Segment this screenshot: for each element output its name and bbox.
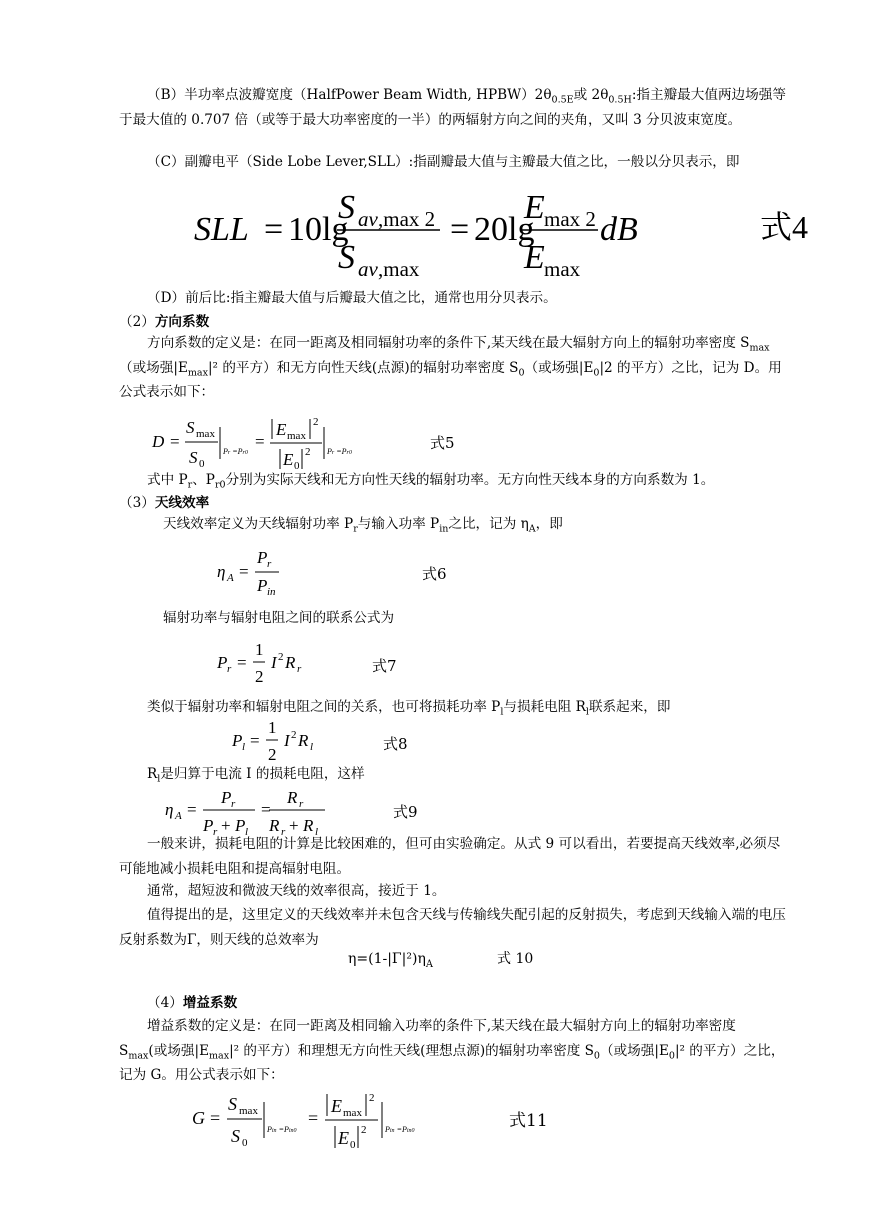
svg-text:η: η xyxy=(217,562,226,581)
svg-text:0: 0 xyxy=(242,1137,248,1149)
svg-text:l: l xyxy=(315,826,319,837)
section-2-heading: （2）方向系数 xyxy=(119,314,210,330)
section-2-para-2: 式中 $P_r$、$P_{r0}$分别为实际天线和无方向性天线的辐射功率。无方向性天线本身的方向系数为 1。 xyxy=(147,472,715,491)
svg-text:1: 1 xyxy=(255,640,264,659)
svg-text:P: P xyxy=(217,653,228,672)
section-3-para-6: 通常，超短波和微波天线的效率很高，接近于 1。 xyxy=(147,883,446,899)
eq11-label: 式11 xyxy=(509,1111,548,1131)
svg-text:S: S xyxy=(228,1094,237,1114)
para-d: （D）前后比:指主瓣最大值与后瓣最大值之比，通常也用分贝表示。 xyxy=(147,290,557,306)
svg-text:Pin =Pin0: Pin =Pin0 xyxy=(385,1125,415,1134)
section-3-para-7: 值得提出的是，这里定义的天线效率并未包含天线与传输线失配引起的反射损失，考虑到天线输入端的电压反射系数为Γ，则天线的总效率为 xyxy=(119,907,786,948)
svg-text:η: η xyxy=(165,800,174,819)
para-b: （B）半功率点波瓣宽度（HalfPower Beam Width, $HPBW)2\theta_{0.5E}$或 $2\theta_{0.5H}$:指主瓣最大值两边场强等于最大值的 0.707 倍（或等于最大功率密度的一半）的两辐射方向之间的夹角，又叫 3 分贝波束宽度。 xyxy=(119,87,786,128)
svg-text:0: 0 xyxy=(350,1139,356,1151)
svg-text:in: in xyxy=(267,586,276,598)
svg-text:2: 2 xyxy=(278,651,284,663)
svg-text:l: l xyxy=(245,826,249,837)
svg-text:=: = xyxy=(210,1108,221,1128)
svg-text:R: R xyxy=(285,653,296,672)
svg-text:l: l xyxy=(242,741,246,753)
svg-text:S: S xyxy=(189,448,198,467)
svg-text:P: P xyxy=(232,731,243,750)
svg-text:+: + xyxy=(289,816,299,835)
svg-text:P: P xyxy=(203,816,214,835)
efficiency-resistance-formula xyxy=(163,787,333,837)
svg-text:=: = xyxy=(264,211,284,248)
svg-text:r: r xyxy=(231,798,236,810)
total-efficiency-formula: $\eta=(1-|\Gamma|^2)\eta_A$ xyxy=(348,951,433,970)
svg-text:S: S xyxy=(231,1126,240,1146)
svg-text:E: E xyxy=(283,450,294,469)
section-4-heading: （4）增益系数 xyxy=(147,995,238,1011)
svg-text:10lg: 10lg xyxy=(288,211,349,248)
svg-text:SLL: SLL xyxy=(194,211,249,248)
svg-text:2: 2 xyxy=(313,416,319,428)
svg-text:P: P xyxy=(257,576,268,595)
svg-text:G: G xyxy=(192,1108,205,1128)
svg-text:R: R xyxy=(287,788,298,807)
svg-text:max: max xyxy=(239,1105,258,1117)
svg-text:=: = xyxy=(237,653,247,672)
svg-text:R: R xyxy=(298,731,309,750)
directivity-formula xyxy=(150,413,380,473)
svg-text:=: = xyxy=(239,562,249,581)
svg-text:r: r xyxy=(281,826,286,837)
svg-text:=: = xyxy=(187,800,197,819)
svg-text:S: S xyxy=(338,239,355,276)
svg-text:P: P xyxy=(235,816,246,835)
svg-text:max 2: max 2 xyxy=(544,207,596,231)
svg-text:=: = xyxy=(261,800,271,819)
eq7-label: 式7 xyxy=(372,657,397,675)
svg-text:av: av xyxy=(358,257,378,281)
eq10-label: 式 10 xyxy=(497,951,534,967)
section-3-para-1: 天线效率定义为天线辐射功率 $P_r$与输入功率 $P_{in}$之比，记为 $\eta_A$，即 xyxy=(163,516,563,535)
svg-text:2: 2 xyxy=(369,1092,375,1104)
svg-text:Pin =Pin0: Pin =Pin0 xyxy=(267,1125,297,1134)
section-3-para-4: $R_l$是归算于电流 I 的损耗电阻，这样 xyxy=(147,766,365,785)
svg-text:A: A xyxy=(227,572,234,584)
para-c: （C）副瓣电平（Side Lobe Lever,SLL）:指副瓣最大值与主瓣最大值之比，一般以分贝表示，即 xyxy=(147,154,740,170)
sll-formula xyxy=(188,180,648,285)
svg-text:r: r xyxy=(213,826,218,837)
section-3-heading: （3）天线效率 xyxy=(119,495,210,511)
svg-text:E: E xyxy=(276,420,287,439)
svg-text:I: I xyxy=(284,731,290,750)
svg-text:r: r xyxy=(299,798,304,810)
svg-text:,max 2: ,max 2 xyxy=(378,207,436,231)
svg-text:R: R xyxy=(303,816,314,835)
svg-text:Pr =Pr0: Pr =Pr0 xyxy=(223,447,248,456)
svg-text:20lg: 20lg xyxy=(474,211,535,248)
svg-text:=: = xyxy=(250,731,260,750)
eq6-label: 式6 xyxy=(422,565,447,583)
svg-text:=: = xyxy=(308,1108,319,1128)
svg-text:2: 2 xyxy=(255,667,264,686)
svg-text:E: E xyxy=(524,239,545,276)
section-3-para-3: 类似于辐射功率和辐射电阻之间的关系，也可将损耗功率 $P_l$与损耗电阻 $R_l$联系起来，即 xyxy=(147,699,671,718)
svg-text:=: = xyxy=(170,432,180,451)
svg-text:S: S xyxy=(338,189,355,226)
eq9-label: 式9 xyxy=(393,803,418,821)
section-4-para-1: 增益系数的定义是：在同一距离及相同输入功率的条件下,某天线在最大辐射方向上的辐射功率密度 $S_{max}$(或场强$|E_{max}|^2$ 的平方）和理想无方向性天线(理想点源)的辐射功率密度 $S_0$（或场强$|E_0|^2$ 的平方）之比，记为 G。用公式表示如下： xyxy=(119,1018,785,1083)
svg-text:max: max xyxy=(287,430,306,442)
svg-text:r: r xyxy=(297,663,302,675)
svg-text:l: l xyxy=(310,741,314,753)
svg-text:2: 2 xyxy=(291,729,297,741)
section-3-para-2: 辐射功率与辐射电阻之间的联系公式为 xyxy=(163,610,395,626)
svg-text:R: R xyxy=(269,816,280,835)
loss-power-formula xyxy=(230,718,350,768)
svg-text:,max: ,max xyxy=(378,257,420,281)
svg-text:P: P xyxy=(221,788,232,807)
svg-text:D: D xyxy=(152,432,165,451)
svg-text:max: max xyxy=(343,1107,362,1119)
svg-text:E: E xyxy=(524,189,545,226)
svg-text:=: = xyxy=(450,211,470,248)
svg-text:0: 0 xyxy=(294,460,300,472)
svg-text:2: 2 xyxy=(268,745,277,764)
eq8-label: 式8 xyxy=(383,735,408,753)
svg-text:E: E xyxy=(338,1128,349,1148)
radiation-power-formula xyxy=(215,640,335,690)
svg-text:max: max xyxy=(196,428,215,440)
svg-text:S: S xyxy=(186,418,195,437)
svg-text:0: 0 xyxy=(199,458,205,470)
svg-text:max: max xyxy=(544,257,581,281)
section-2-para-1: 方向系数的定义是：在同一距离及相同辐射功率的条件下,某天线在最大辐射方向上的辐射功率密度 $S_{max}$（或场强$|E_{max}|^2$ 的平方）和无方向性天线(点源)的辐射功率密度 $S_0$（或场强$|E_0|2$ 的平方）之比，记为 D。用公式表示如下： xyxy=(119,335,782,400)
svg-text:1: 1 xyxy=(268,718,277,737)
svg-text:E: E xyxy=(331,1096,342,1116)
svg-text:=: = xyxy=(255,432,265,451)
gain-formula xyxy=(190,1088,450,1152)
svg-text:+: + xyxy=(221,816,231,835)
eq5-label: 式5 xyxy=(430,434,455,452)
svg-text:r: r xyxy=(267,558,272,570)
svg-text:I: I xyxy=(271,653,277,672)
svg-text:Pr =Pr0: Pr =Pr0 xyxy=(327,447,352,456)
svg-text:2: 2 xyxy=(305,446,311,458)
svg-text:av: av xyxy=(358,207,378,231)
svg-text:A: A xyxy=(175,810,182,822)
efficiency-formula xyxy=(215,545,295,601)
svg-text:dB: dB xyxy=(600,211,638,248)
eq4-label: 式4 xyxy=(760,209,809,245)
svg-text:2: 2 xyxy=(361,1124,367,1136)
svg-text:P: P xyxy=(257,548,268,567)
section-3-para-5: 一般来讲，损耗电阻的计算是比较困难的，但可由实验确定。从式 9 可以看出，若要提高天线效率,必须尽可能地减小损耗电阻和提高辐射电阻。 xyxy=(119,836,781,877)
svg-text:r: r xyxy=(227,663,232,675)
